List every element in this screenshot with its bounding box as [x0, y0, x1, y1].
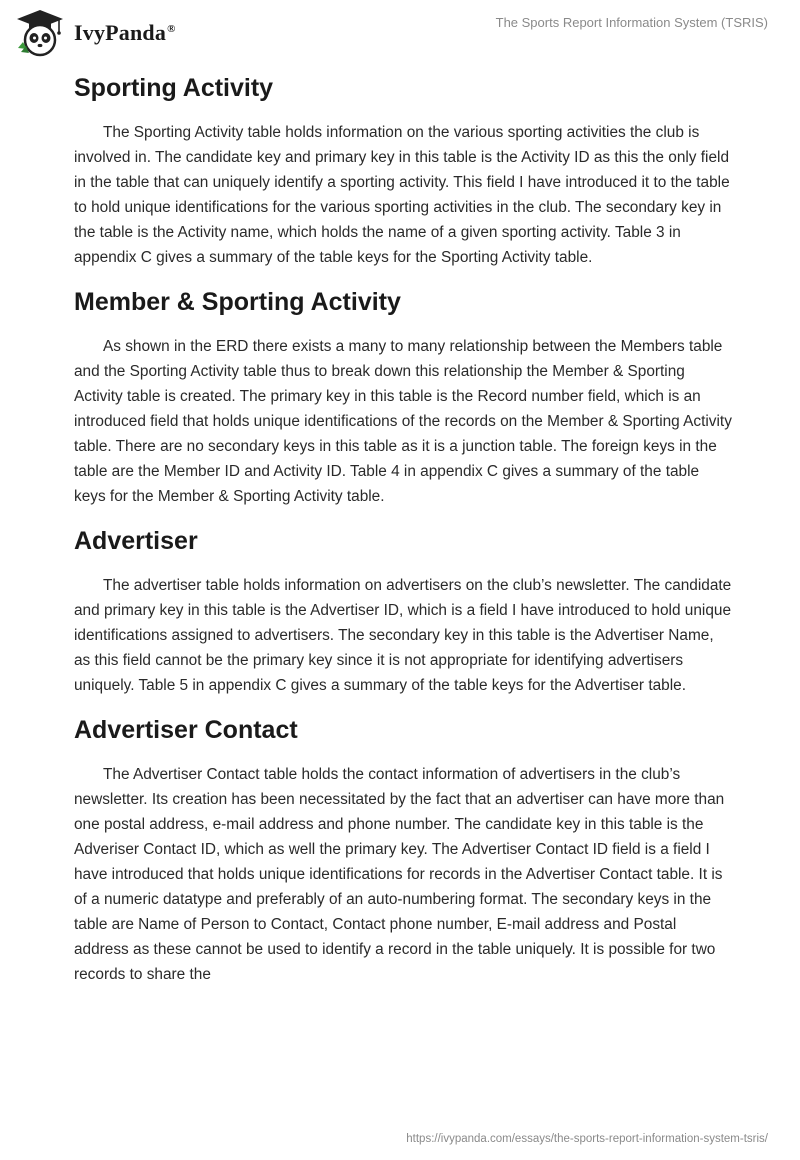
section-heading: Advertiser [74, 527, 198, 555]
section-heading: Member & Sporting Activity [74, 288, 401, 316]
source-url-link[interactable]: https://ivypanda.com/essays/the-sports-report-information-system-tsris/ [406, 1133, 768, 1145]
essay-body [74, 70, 734, 1001]
section-paragraph: As shown in the ERD there exists a many to many relationship between the Members table and the Sporting Activity table thus to break down this relationship the Member & Sporting Activity table is created. The primary key in this table is the Record number field, which is an introduced field that holds unique identifications of the records on the Member & Sporting Activity table. There are no secondary keys in this table as it is a junction table. The foreign keys in the table are the Member ID and Activity ID. Table 4 in appendix C gives a summary of the table keys for the Member & Sporting Activity table. [74, 338, 732, 505]
page-header [0, 0, 800, 62]
panda-logo-icon [14, 8, 66, 58]
section-paragraph: The advertiser table holds information on advertisers on the club’s newsletter. The candidate and primary key in this table is the Advertiser ID, which is a field I have introduced to hold unique identifications assigned to advertisers. The secondary key in this table is the Advertiser Name, as this field cannot be the primary key since it is not appropriate for identifying advertisers uniquely. Table 5 in appendix C gives a summary of the table keys for the Advertiser table. [74, 577, 732, 694]
document-running-title: The Sports Report Information System (TSRIS) [495, 15, 768, 30]
ivypanda-logo-link[interactable] [14, 8, 176, 58]
section-paragraph: The Advertiser Contact table holds the contact information of advertisers in the club’s newsletter. Its creation has been necessitated by the fact that an advertiser can have more than one postal address, e-mail address and phone number. The candidate key in this table is the Adveriser Contact ID, which as well the primary key. The Advertiser Contact ID field is a field I have introduced that holds unique identifications for records in the Advertiser Contact table. It is of a numeric datatype and preferably of an auto-numbering format. The secondary keys in the table are Name of Person to Contact, Contact phone number, E-mail address and Postal address as these cannot be used to identify a record in the table uniquely. It is possible for two records to share the [74, 766, 725, 983]
logo-wordmark: IvyPanda® [74, 20, 176, 45]
section-advertiser [74, 523, 734, 698]
section-paragraph: The Sporting Activity table holds information on the various sporting activities the club is involved in. The candidate key and primary key in this table is the Activity ID as this the only field in the table that can uniquely identify a sporting activity. This field I have introduced it to the table to hold unique identifications for the various sporting activities in the club. The secondary key in the table is the Activity name, which holds the name of a given sporting activity. Table 3 in appendix C gives a summary of the table keys for the Sporting Activity table. [74, 124, 730, 266]
section-heading: Sporting Activity [74, 74, 274, 102]
section-member-sporting-activity [74, 284, 734, 509]
section-sporting-activity [74, 70, 734, 270]
section-heading: Advertiser Contact [74, 716, 298, 744]
section-advertiser-contact [74, 712, 734, 987]
